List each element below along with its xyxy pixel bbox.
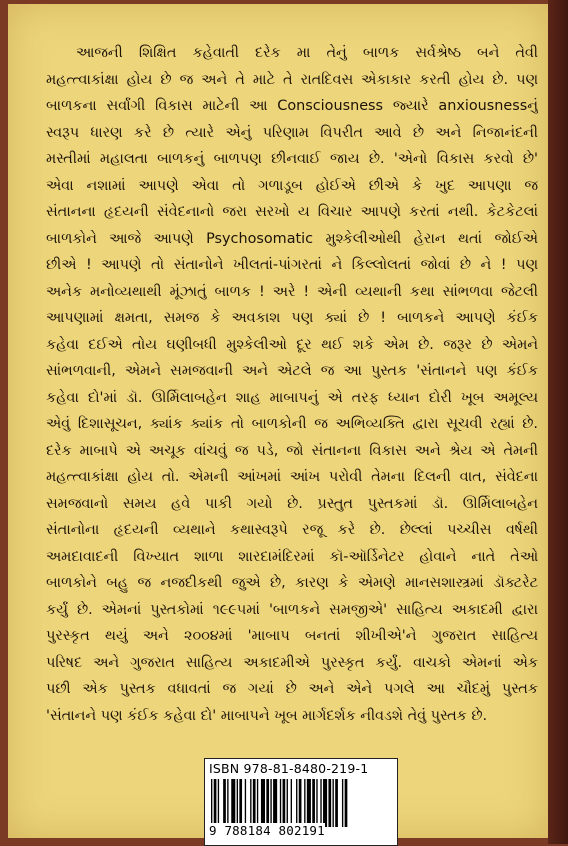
barcode-digits: 9 788184 802191 (209, 823, 325, 838)
barcode-bar (280, 779, 281, 827)
barcode-bar (266, 779, 269, 827)
barcode-bar (227, 779, 228, 827)
text-line: અનેક મનોવ્યથાથી મૂંઝાતું બાળક ! અરે ! એની વ્યથાની કથા સાંભળવા જેટલી (46, 283, 538, 300)
text-line: પછી એક પુસ્તક વધાવતાં જ ગયાં છે અને એને પગલે આ ચૌદમું પુસ્તક (46, 681, 538, 697)
barcode-bar (283, 779, 286, 827)
text-line: મસ્તીમાં મહાલતા બાળકનું બાળપણ છીનવાઈ જાય છે. 'એનો વિકાસ કરવો છે' (46, 151, 538, 167)
barcode-bars (211, 779, 391, 827)
barcode-bar (214, 779, 217, 827)
text-line: સાંભળવાની, એમને સમજવાની અને એટલે જ આ પુસ્તક 'સંતાનને પણ કંઈક (46, 363, 538, 379)
isbn-barcode (204, 758, 398, 846)
text-line: બાળકોને આજે આપણે Psychosomatic મુશ્કેલીઓથી હેરાન થતાં જોઈએ (46, 230, 538, 247)
text-line: કર્યું છે. એમનાં પુસ્તકોમાં ૧૯૯૫માં 'બાળકને સમજીએ' સાહિત્ય અકાદમી દ્વારા (46, 601, 538, 618)
barcode-bar (291, 779, 292, 827)
text-line: અમદાવાદની વિખ્યાત શાળા શારદામંદિરમાં કૉ-ઑર્ડિનેટર હોવાને નાતે તેઓ (46, 548, 538, 565)
barcode-bar (270, 779, 271, 827)
text-line: મહત્ત્વાકાંક્ષા હોય તો. એમની આંખમાં આંખ પરોવી તેમના દિલની વાત, સંવેદના (46, 469, 538, 485)
barcode-bar (257, 779, 258, 827)
text-line: સ્વરૂપ ધારણ કરે છે ત્યારે એનું પરિણામ વિપરીત આવે છે અને નિજાનંદની (46, 124, 538, 141)
text-line: 'સંતાનને પણ કંઈક કહેવા દો' માબાપને ખૂબ માર્ગદર્શક નીવડશે તેવું પુસ્તક છે. (46, 707, 488, 724)
text-line: આજની શિક્ષિત કહેવાતી દરેક મા તેનું બાળક સર્વશ્રેષ્ઠ બને તેવી (76, 45, 538, 61)
barcode-bar (299, 779, 302, 827)
barcode-bar (261, 779, 265, 827)
barcode-bar (296, 779, 297, 827)
text-line: છીએ ! આપણે તો સંતાનોને ખીલતાં-પાંગરતાં ને કિલ્લોલતાં જોવાં છે ને ! પણ (46, 257, 538, 273)
barcode-bar (328, 779, 331, 827)
barcode-bar (250, 779, 251, 827)
text-line: પરિષદ અને ગુજરાત સાહિત્ય અકાદમીએ પુરસ્કૃત કર્યું. વાચકો એમનાં એક (46, 654, 538, 671)
text-line: બાળકના સર્વાંગી વિકાસ માટેની આ Consciousness જ્યારે anxiousnessનું (46, 98, 538, 114)
barcode-bar (211, 779, 212, 827)
barcode-bar (316, 779, 317, 827)
back-cover-page (8, 4, 548, 838)
text-line: એવું દિશાસૂચન, ક્યાંક ક્યાંક તો બાળકોની જ અભિવ્યક્તિ દ્વારા સૂચવી રહ્યાં છે. (46, 416, 538, 432)
book-spine-edge (548, 0, 568, 844)
blurb-paragraph (46, 40, 538, 729)
isbn-label: ISBN 978-81-8480-219-1 (209, 761, 369, 776)
text-line: એવા નશામાં આપણે એવા તો ગળાડૂબ હોઈએ છીએ કે ખુદ આપણા જ (46, 177, 538, 194)
text-line: સંતાનના હૃદયની સંવેદનાનો જરા સરખો ય વિચાર આપણે કરતાં નથી. કેટકેટલાં (46, 204, 538, 220)
barcode-bar (253, 779, 256, 827)
barcode-bar (342, 779, 343, 827)
barcode-bar (237, 779, 238, 827)
barcode-bar (307, 779, 311, 827)
text-line: સમજવાનો સમય હવે પાકી ગયો છે. પ્રસ્તુત પુસ્તકમાં ડૉ. ઊર્મિલાબહેન (46, 495, 538, 512)
text-line: સંતાનોના હૃદયની વ્યથાને કથાસ્વરૂપે રજૂ કરે છે. છેલ્લાં પચ્ચીસ વર્ષથી (46, 522, 538, 538)
barcode-bar (333, 779, 334, 827)
barcode-bar (287, 779, 288, 827)
barcode-bar (231, 779, 235, 827)
barcode-bar (273, 779, 277, 827)
text-line: મહત્ત્વાકાંક્ષા હોય છે જ અને તે માટે તે રાતદિવસ એકાકાર કરતી હોય છે. પણ (46, 71, 538, 88)
barcode-bar (323, 779, 327, 827)
text-line: દરેક માબાપે એ અચૂક વાંચવું જ પડે, જો સંતાનના વિકાસ અને શ્રેય એ તેમની (46, 442, 538, 459)
barcode-bar (345, 779, 348, 827)
barcode-bar (223, 779, 226, 827)
barcode-bar (335, 779, 338, 827)
barcode-bar (245, 779, 246, 827)
barcode-bar (218, 779, 219, 827)
text-line: બાળકોને બહુ જ નજદીકથી જુએ છે, કારણ કે એમણે માનસશાસ્ત્રમાં ડૉક્ટરેટ (46, 575, 538, 591)
barcode-bar (239, 779, 242, 827)
text-line: કહેવા દો'માં ડૉ. ઊર્મિલાબહેન શાહ માબાપનું એ તરફ ધ્યાન દોરી ખૂબ અમૂલ્ય (46, 389, 538, 406)
text-line: આપણામાં ક્ષમતા, સમજ કે અવકાશ પણ ક્યાં છે ! બાળકને આપણે કંઈક (46, 310, 538, 326)
text-line: કહેવા દઈએ તોય ઘણીબધી મુશ્કેલીઓ દૂર થઈ શકે એમ છે. જરૂર છે એમને (46, 336, 538, 353)
barcode-bar (320, 779, 321, 827)
barcode-bar (304, 779, 305, 827)
barcode-bar (312, 779, 315, 827)
text-line: પુરસ્કૃત થયું અને ૨૦૦૪માં 'માબાપ બનતાં શીખીએ'ને ગુજરાત સાહિત્ય (46, 628, 538, 644)
